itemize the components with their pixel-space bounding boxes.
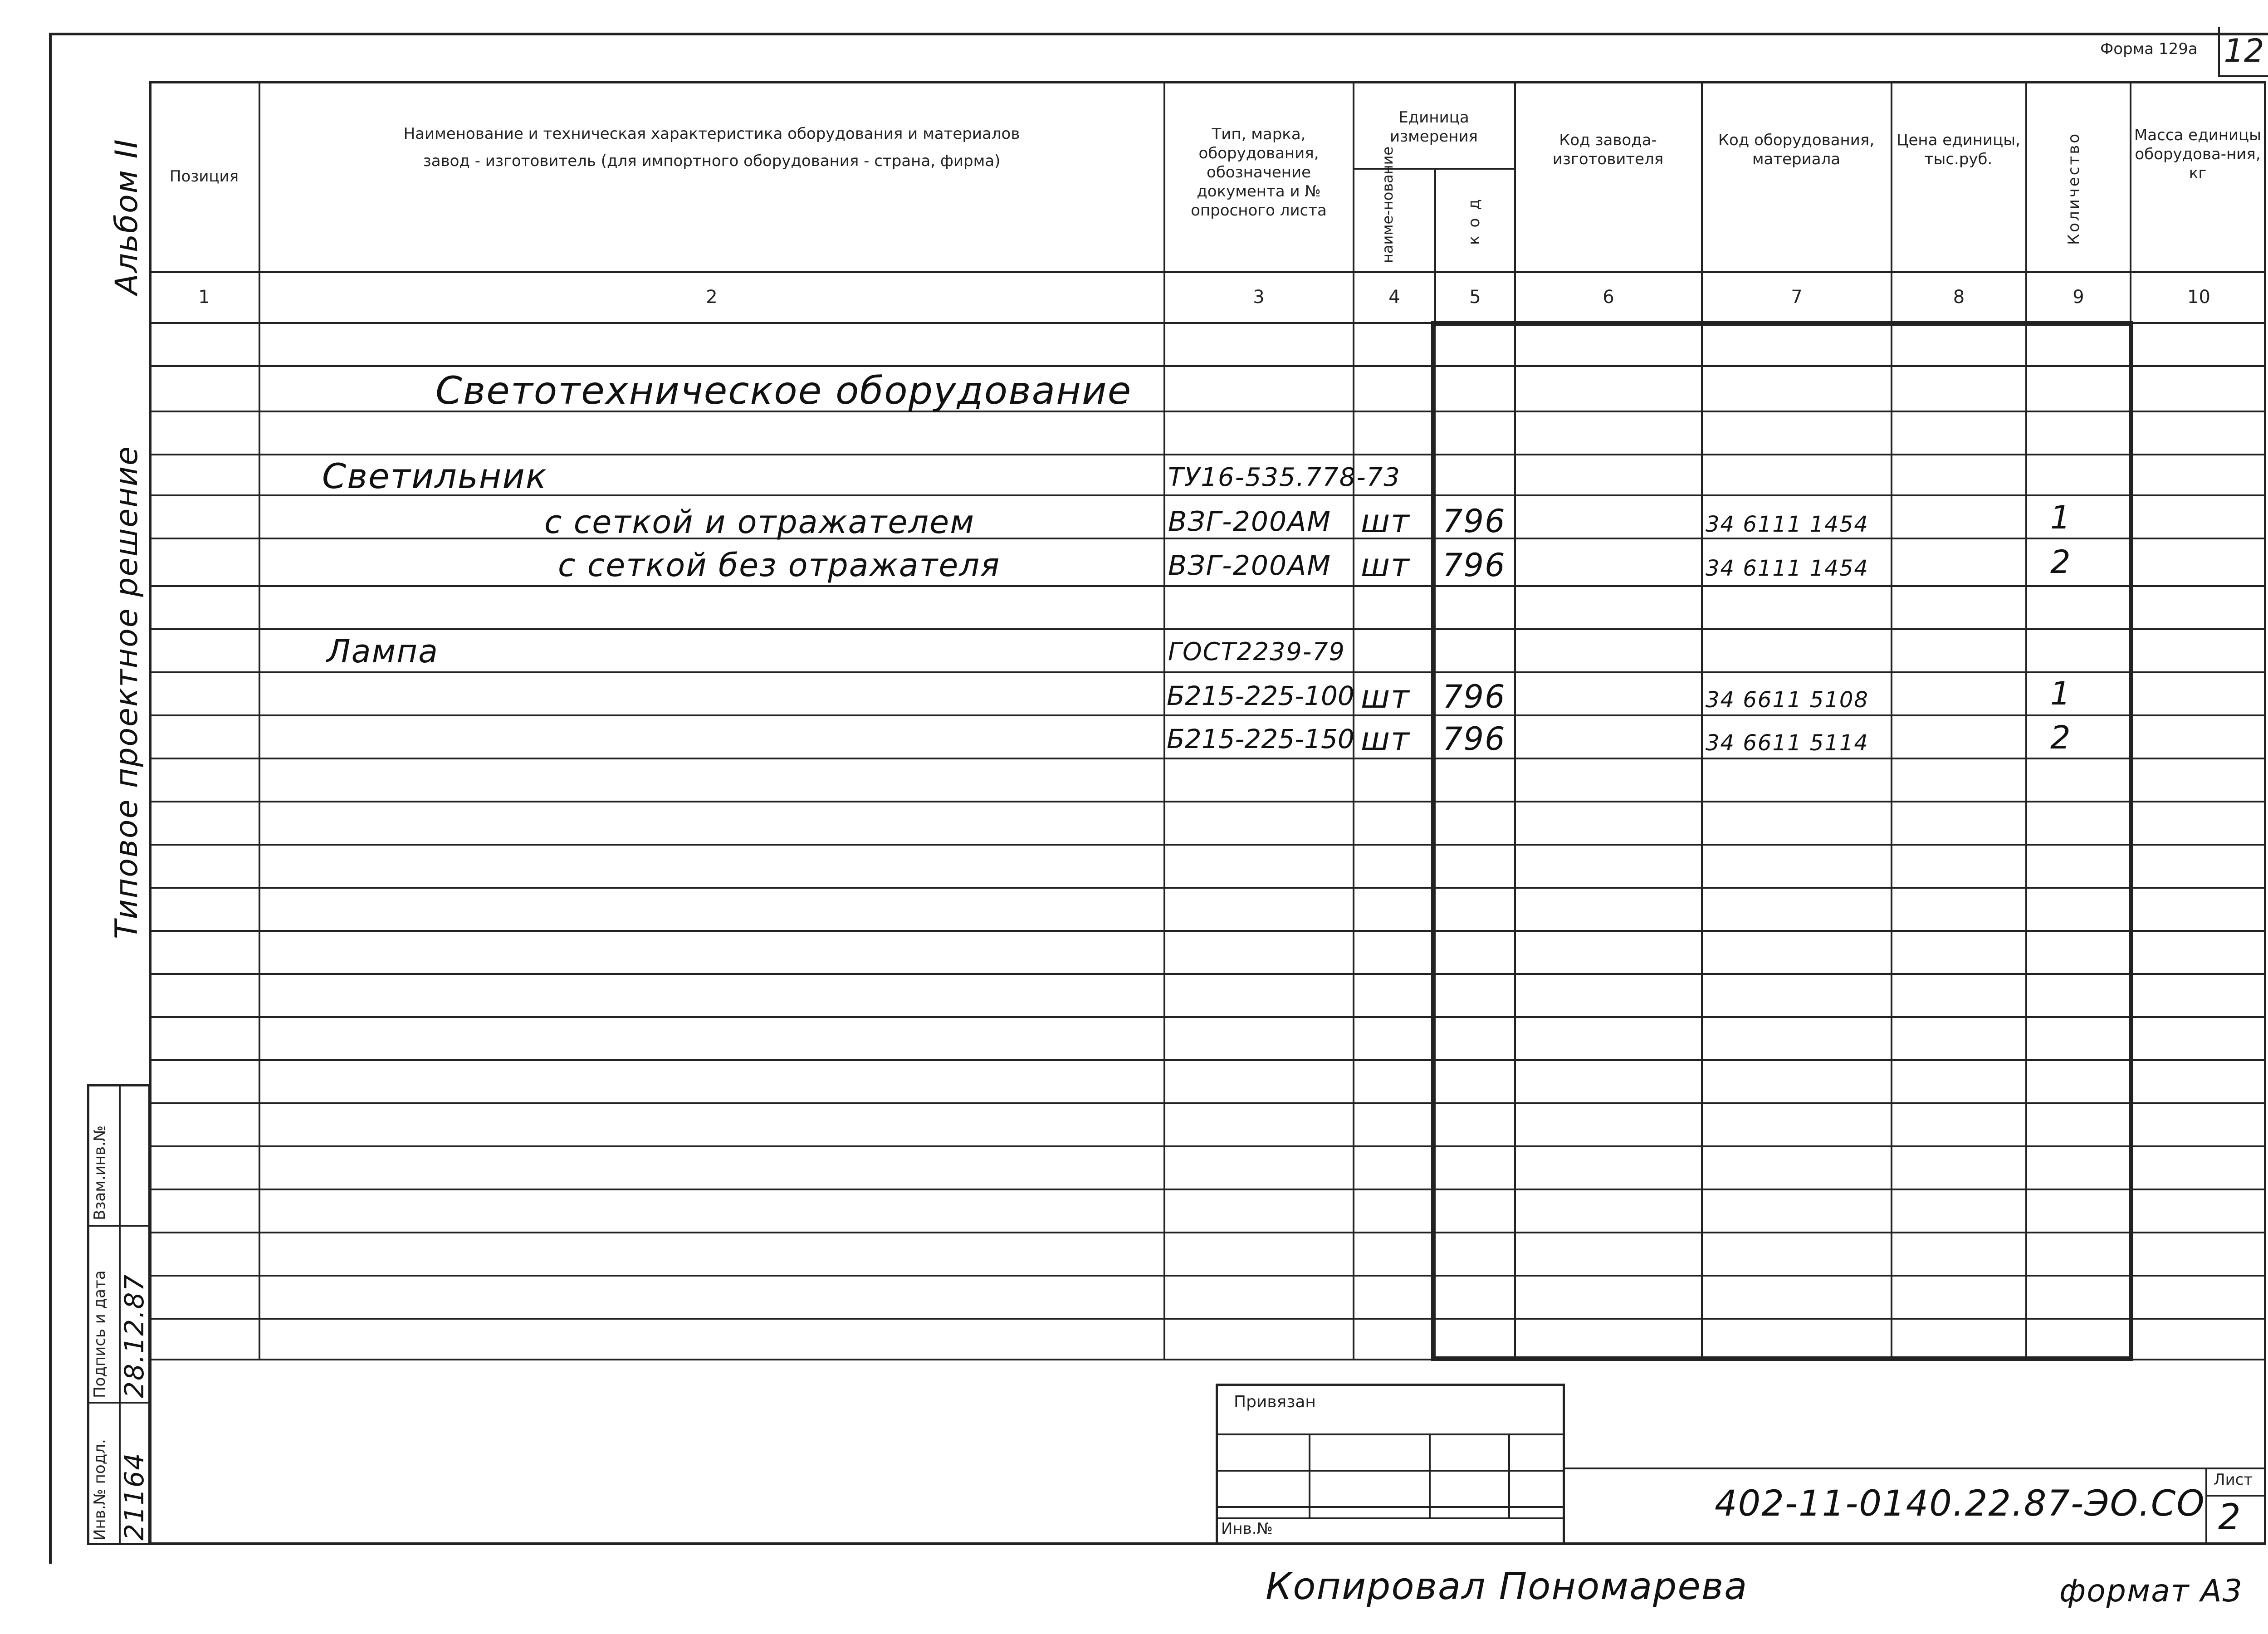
colnum-2: 2 (706, 287, 718, 308)
item2a-code: 796 (1442, 678, 1506, 715)
item2-name: Лампа (327, 633, 439, 670)
item2b-qty: 2 (2050, 719, 2072, 756)
item1-name: Светильник (322, 456, 547, 496)
colnum-10: 10 (2187, 287, 2210, 308)
header-mass: Масса единицы оборудова-ния, кг (2134, 126, 2262, 182)
form-label: Форма 129а (2100, 40, 2198, 58)
item2b-unit: шт (1361, 720, 1410, 758)
item1a-code: 796 (1442, 503, 1506, 540)
item2a-qty: 1 (2050, 675, 2072, 712)
header-position: Позиция (169, 167, 239, 186)
inv-podl-value: 21164 (119, 1452, 150, 1541)
list-label: Лист (2214, 1471, 2253, 1489)
album-label: Альбом II (109, 138, 145, 295)
header-unit-code: код (1465, 191, 1483, 245)
colnum-6: 6 (1603, 287, 1614, 308)
item2a-unit: шт (1361, 678, 1410, 715)
header-name-line2: завод - изготовитель (для импортного оборудования - страна, фирма) (423, 152, 1001, 170)
inv-no-label: Инв.№ (1221, 1520, 1273, 1538)
header-quantity: Количество (2065, 132, 2083, 245)
item1-doc: ТУ16-535.778-73 (1168, 463, 1401, 492)
colnum-5: 5 (1469, 287, 1481, 308)
item2-doc: ГОСТ2239-79 (1168, 637, 1345, 666)
vzam-label: Взам.инв.№ (91, 1125, 109, 1220)
project-type-label: Типовое проектное решение (109, 445, 145, 939)
item2b-type: Б215-225-150 (1167, 724, 1354, 754)
list-number: 2 (2218, 1497, 2242, 1538)
item1b-unit: шт (1361, 547, 1410, 584)
item1a-okp: 34 6111 1454 (1706, 512, 1869, 537)
colnum-9: 9 (2072, 287, 2084, 308)
item1b-code: 796 (1442, 547, 1506, 584)
item2a-okp: 34 6611 5108 (1706, 687, 1869, 713)
item1b-type: ВЗГ-200АМ (1168, 550, 1332, 582)
header-unit-name: наиме-нование (1379, 146, 1396, 263)
item1b-okp: 34 6111 1454 (1706, 556, 1869, 581)
item1a-type: ВЗГ-200АМ (1168, 506, 1332, 538)
item1a-unit: шт (1361, 503, 1410, 540)
header-equipment-code: Код оборудования, материала (1718, 131, 1875, 168)
format-label: формат А3 (2059, 1573, 2243, 1609)
item1a-qty: 1 (2050, 499, 2072, 536)
item2a-type: Б215-225-100 (1167, 680, 1354, 711)
colnum-1: 1 (198, 287, 210, 308)
copied-by: Копировал Пономарева (1266, 1565, 1748, 1608)
header-unit: Единица измерения (1389, 108, 1478, 146)
podpis-label: Подпись и дата (91, 1270, 109, 1398)
item1a-name: с сеткой и отражателем (544, 504, 975, 541)
item2b-code: 796 (1442, 720, 1506, 758)
podpis-value: 28.12.87 (119, 1273, 150, 1398)
designation: 402-11-0140.22.87-ЭО.СО (1715, 1483, 2205, 1524)
item2b-okp: 34 6611 5114 (1706, 730, 1869, 756)
header-price: Цена единицы, тыс.руб. (1897, 131, 2020, 168)
inv-podl-label: Инв.№ подл. (91, 1439, 109, 1541)
header-type: Тип, марка, оборудования, обозначение документа и № опросного листа (1191, 125, 1327, 220)
header-name-line1: Наименование и техническая характеристика оборудования и материалов (403, 125, 1020, 143)
thick-block (1431, 321, 2133, 1361)
colnum-3: 3 (1253, 287, 1265, 308)
colnum-4: 4 (1388, 287, 1400, 308)
item1b-qty: 2 (2050, 543, 2072, 581)
colnum-8: 8 (1953, 287, 1965, 308)
colnum-7: 7 (1791, 287, 1803, 308)
section-title: Светотехническое оборудование (435, 368, 1132, 413)
privyazan-label: Привязан (1234, 1393, 1316, 1411)
header-factory-code: Код завода-изготовителя (1552, 131, 1664, 168)
item1b-name: с сеткой без отражателя (558, 547, 1001, 584)
sheet-corner-number: 12 (2218, 27, 2268, 77)
